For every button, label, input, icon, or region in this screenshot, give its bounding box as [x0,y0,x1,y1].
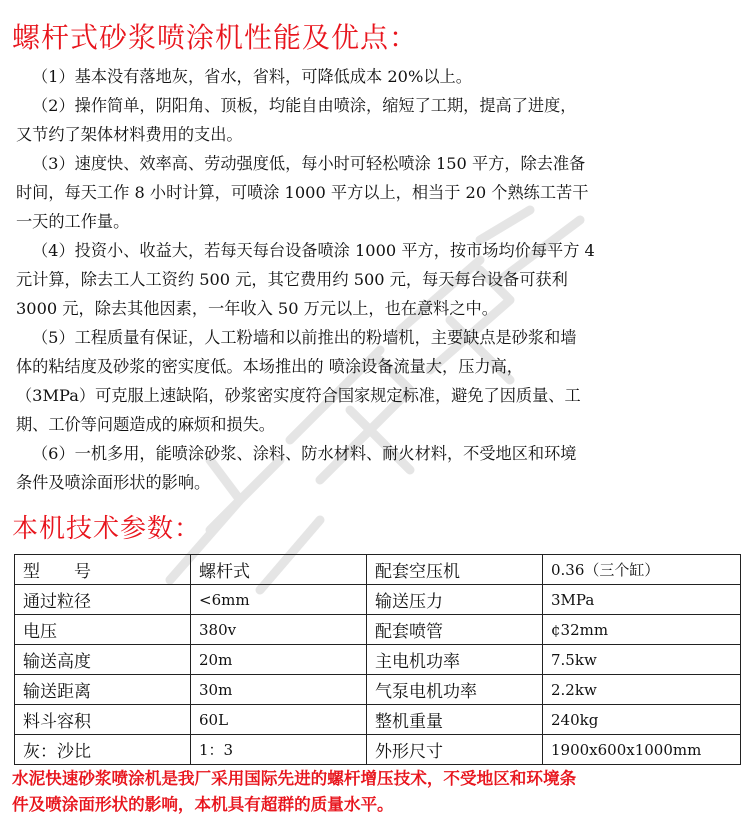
table-row [15,645,741,675]
spec-label: 输送高度 [15,645,191,675]
spec-value: ¢32mm [543,615,741,645]
advantage-line: 元计算，除去工人工资约 500 元，其它费用约 500 元，每天每台设备可获利 [16,270,568,289]
advantage-item-6 [16,439,740,497]
spec-value: 60L [191,705,367,735]
advantage-line: （1）基本没有落地灰，省水，省料，可降低成本 20%以上。 [32,67,472,86]
spec-label: 输送压力 [367,585,543,615]
spec-value: 7.5kw [543,645,741,675]
advantage-item-2 [16,91,740,149]
spec-value: 1：3 [191,735,367,765]
advantage-item-5 [16,323,740,439]
spec-label: 电压 [15,615,191,645]
table-row [15,735,741,765]
spec-value: 20m [191,645,367,675]
spec-label: 主电机功率 [367,645,543,675]
spec-label: 配套喷管 [367,615,543,645]
table-row [15,615,741,645]
table-row [15,555,741,585]
spec-value: 240kg [543,705,741,735]
spec-label: 型 号 [15,555,191,585]
spec-value: <6mm [191,585,367,615]
advantage-item-4 [16,236,740,323]
advantage-line: （3）速度快、效率高、劳动强度低，每小时可轻松喷涂 150 平方，除去准备 [32,154,586,173]
spec-value: 2.2kw [543,675,741,705]
advantage-line: 一天的工作量。 [16,212,130,231]
spec-value: 1900x600x1000mm [543,735,741,765]
spec-value: 30m [191,675,367,705]
advantage-line: （4）投资小、收益大，若每天每台设备喷涂 1000 平方，按市场均价每平方 4 [32,241,595,260]
spec-value: 0.36（三个缸） [543,555,741,585]
spec-label: 外形尺寸 [367,735,543,765]
spec-value: 3MPa [543,585,741,615]
spec-label: 气泵电机功率 [367,675,543,705]
section-title-specs: 本机技术参数： [12,514,202,544]
spec-label: 配套空压机 [367,555,543,585]
section-title-advantages: 螺杆式砂浆喷涂机性能及优点： [12,21,419,54]
spec-label: 料斗容积 [15,705,191,735]
advantage-line: 期、工价等问题造成的麻烦和损失。 [16,415,275,434]
table-row [15,585,741,615]
spec-value: 螺杆式 [191,555,367,585]
table-row [15,675,741,705]
advantage-line: （5）工程质量有保证，人工粉墙和以前推出的粉墙机，主要缺点是砂浆和墙 [32,328,577,347]
advantage-item-3 [16,149,740,236]
advantage-line: 时间，每天工作 8 小时计算，可喷涂 1000 平方以上，相当于 20 个熟练工苦干 [16,183,589,202]
footer-line: 件及喷涂面形状的影响，本机具有超群的质量水平。 [12,795,394,814]
spec-label: 输送距离 [15,675,191,705]
advantage-line: （6）一机多用，能喷涂砂浆、涂料、防水材料、耐火材料，不受地区和环境 [32,444,577,463]
advantage-line: 又节约了架体材料费用的支出。 [16,125,243,144]
spec-table [14,554,741,765]
advantage-line: 3000 元，除去其他因素，一年收入 50 万元以上，也在意料之中。 [16,299,498,318]
advantage-item-1 [16,62,740,91]
spec-label: 灰：沙比 [15,735,191,765]
advantage-line: 体的粘结度及砂浆的密实度低。本场推出的 喷涂设备流量大，压力高， [16,357,523,376]
footer-note [12,766,742,818]
spec-label: 通过粒径 [15,585,191,615]
table-row [15,705,741,735]
advantage-line: （2）操作简单，阴阳角、顶板，均能自由喷涂，缩短了工期，提高了进度， [32,96,577,115]
footer-line: 水泥快速砂浆喷涂机是我厂采用国际先进的螺杆增压技术，不受地区和环境条 [12,769,577,788]
advantage-line: 条件及喷涂面形状的影响。 [16,473,211,492]
advantage-line: （3MPa）可克服上速缺陷，砂浆密实度符合国家规定标准，避免了因质量、工 [16,386,581,405]
spec-value: 380v [191,615,367,645]
spec-label: 整机重量 [367,705,543,735]
